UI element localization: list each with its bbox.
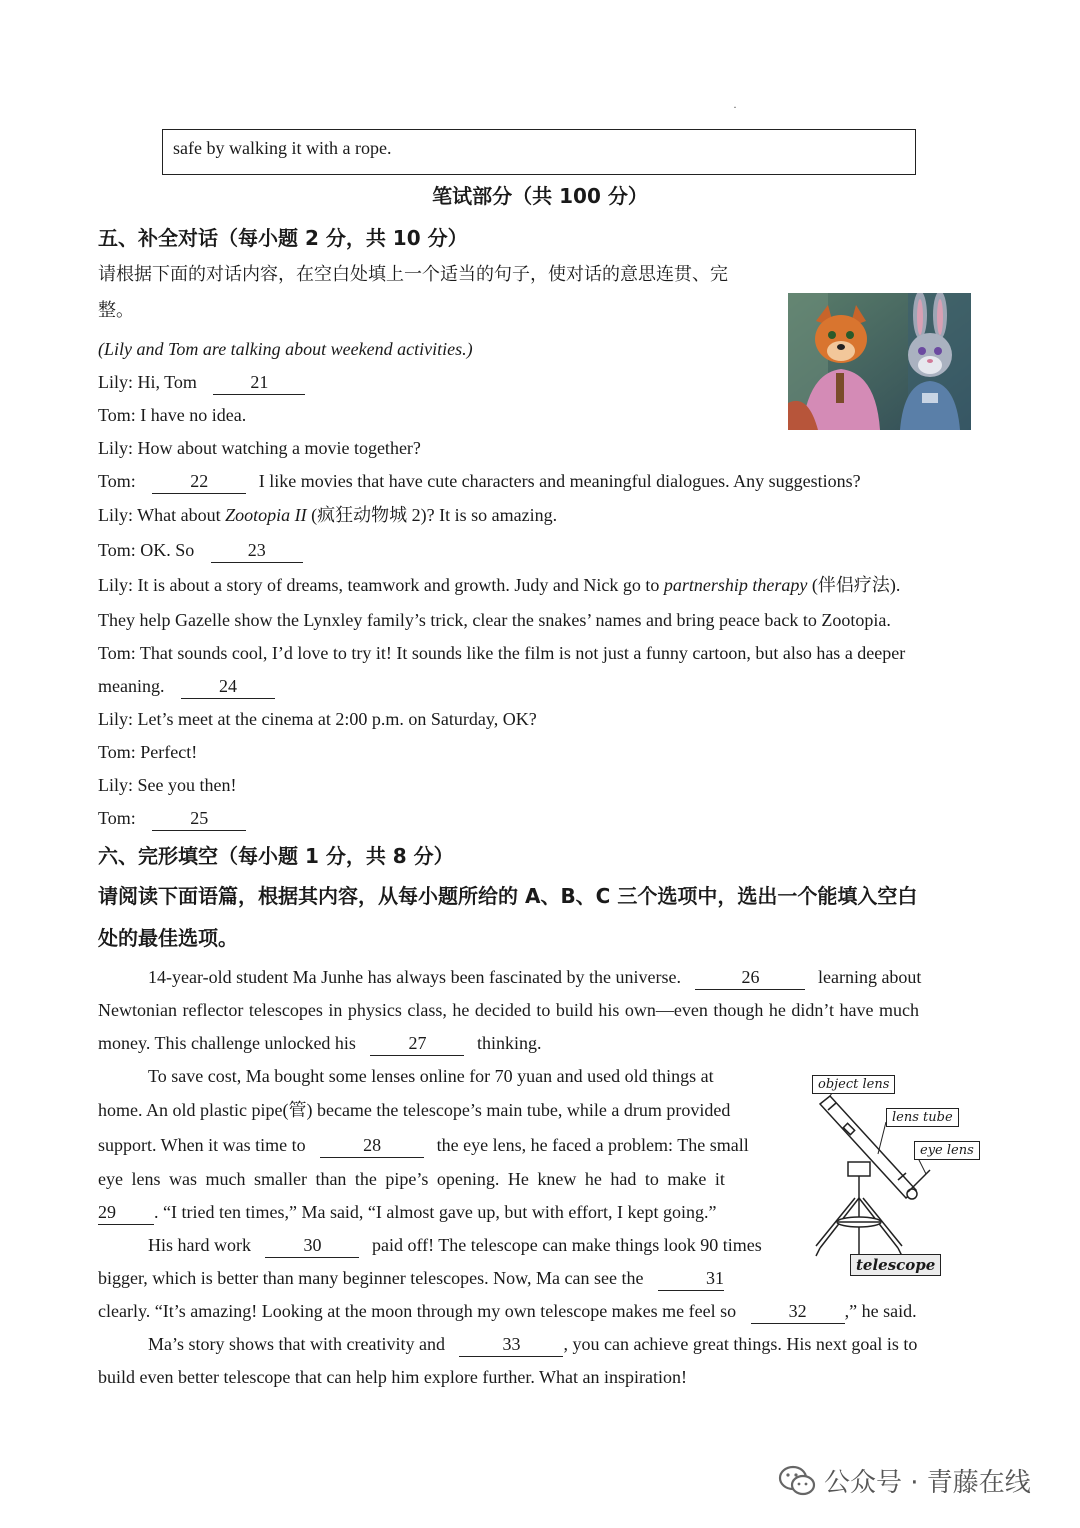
italic-term: partnership therapy: [663, 575, 808, 595]
passage-text: money. This challenge unlocked his: [98, 1033, 356, 1053]
answer-blank-29[interactable]: 29: [98, 1200, 154, 1225]
answer-blank-30[interactable]: 30: [265, 1233, 359, 1258]
dialogue-line: [98, 573, 900, 597]
section5-title: 五、补全对话（每小题 2 分，共 10 分）: [98, 226, 468, 250]
dialogue-text: I like movies that have cute characters and meaningful dialogues. Any suggestions?: [258, 471, 861, 491]
dialogue-line: Lily: How about watching a movie together?: [98, 438, 421, 458]
label-telescope: telescope: [850, 1254, 941, 1276]
dialogue-line: They help Gazelle show the Lynxley family’s trick, clear the snakes’ names and bring peace back to Zootopia.: [98, 610, 891, 630]
answer-blank-21[interactable]: 21: [213, 370, 305, 395]
dialogue-line-25: [98, 806, 246, 831]
passage-text: , you can achieve great things. His next goal is to: [563, 1334, 918, 1354]
top-mark: ·: [733, 100, 737, 114]
cloze-line: [98, 1133, 749, 1158]
passage-text: the eye lens, he faced a problem: The small: [436, 1135, 749, 1155]
answer-blank-23[interactable]: 23: [211, 538, 303, 563]
movie-title: Zootopia II: [225, 505, 307, 525]
section6-instruction-2: 处的最佳选项。: [98, 926, 238, 950]
dialogue-line-21: [98, 370, 305, 395]
label-eye-lens: eye lens: [914, 1141, 980, 1160]
dialogue-line: Lily: Let’s meet at the cinema at 2:00 p.m. on Saturday, OK?: [98, 709, 537, 729]
answer-blank-24[interactable]: 24: [181, 674, 275, 699]
written-part-title: 笔试部分（共 100 分）: [432, 184, 648, 208]
answer-blank-31[interactable]: 31: [658, 1266, 724, 1291]
section6-instruction-1: 请阅读下面语篇，根据其内容，从每小题所给的 A、B、C 三个选项中，选出一个能填入空白: [98, 884, 918, 908]
carry-over-text: safe by walking it with a rope.: [173, 138, 392, 158]
dialogue-text: Tom:: [98, 471, 136, 491]
cloze-line: [98, 1299, 917, 1324]
passage-text: clearly. “It’s amazing! Looking at the moon through my own telescope makes me feel so: [98, 1301, 737, 1321]
answer-blank-33[interactable]: 33: [459, 1332, 563, 1357]
dialogue-text: (疯狂动物城 2)? It is so amazing.: [306, 505, 558, 525]
dialogue-line-22: [98, 469, 861, 494]
answer-blank-27[interactable]: 27: [370, 1031, 464, 1056]
passage-text: ,” he said.: [844, 1301, 917, 1321]
answer-blank-28[interactable]: 28: [320, 1133, 424, 1158]
answer-blank-25[interactable]: 25: [152, 806, 246, 831]
zootopia-illustration: [788, 293, 971, 430]
dialogue-line: Lily: See you then!: [98, 775, 237, 795]
dialogue-text: (伴侣疗法).: [807, 575, 901, 595]
dialogue-text: Lily: It is about a story of dreams, teamwork and growth. Judy and Nick go to: [98, 575, 664, 595]
dialogue-line: Tom: I have no idea.: [98, 405, 247, 425]
passage-text: . “I tried ten times,” Ma said, “I almost gave up, but with effort, I kept going.”: [154, 1202, 717, 1222]
section5-instruction-1: 请根据下面的对话内容，在空白处填上一个适当的句子，使对话的意思连贯、完: [98, 264, 728, 285]
dialogue-line-24: [98, 674, 275, 699]
dialogue-text: Tom:: [98, 808, 136, 828]
passage-text: 14-year-old student Ma Junhe has always been fascinated by the universe.: [148, 967, 681, 987]
dialogue-text: Tom: OK. So: [98, 540, 195, 560]
answer-blank-26[interactable]: 26: [695, 965, 805, 990]
passage-text: His hard work: [148, 1235, 251, 1255]
passage-text: support. When it was time to: [98, 1135, 306, 1155]
wechat-icon: [778, 1465, 816, 1497]
dialogue-text: meaning.: [98, 676, 165, 696]
cloze-line: [148, 1332, 917, 1357]
cloze-line: [98, 1266, 724, 1291]
dialogue-text: Lily: Hi, Tom: [98, 372, 197, 392]
dialogue-line: Tom: Perfect!: [98, 742, 198, 762]
passage-text: paid off! The telescope can make things look 90 times: [371, 1235, 762, 1255]
label-lens-tube: lens tube: [886, 1108, 959, 1127]
cloze-line: Newtonian reflector telescopes in physics class, he decided to build his own—even though he didn’t have much: [98, 1000, 919, 1020]
cartoon-characters-image: [788, 293, 971, 430]
answer-blank-22[interactable]: 22: [152, 469, 246, 494]
dialogue-line: Tom: That sounds cool, I’d love to try it! It sounds like the film is not just a funny cartoon, but also has a deeper: [98, 643, 906, 663]
cloze-line: home. An old plastic pipe(管) became the telescope’s main tube, while a drum provided: [98, 1100, 731, 1120]
passage-text: Ma’s story shows that with creativity and: [148, 1334, 445, 1354]
cloze-line: [148, 1233, 762, 1258]
cloze-line: build even better telescope that can help him explore further. What an inspiration!: [98, 1367, 687, 1387]
telescope-diagram: [808, 1070, 993, 1285]
wechat-watermark: [778, 1462, 1031, 1499]
label-object-lens: object lens: [812, 1075, 895, 1094]
cloze-line: [98, 1031, 541, 1056]
telescope-drawing: [808, 1070, 993, 1285]
dialogue-text: Lily: What about: [98, 505, 226, 525]
answer-blank-32[interactable]: 32: [751, 1299, 845, 1324]
watermark-text: 公众号 · 青藤在线: [824, 1468, 1031, 1498]
carry-over-box: [162, 129, 916, 175]
cloze-line: eye lens was much smaller than the pipe’s opening. He knew he had to make it: [98, 1169, 725, 1189]
section6-title: 六、完形填空（每小题 1 分，共 8 分）: [98, 844, 454, 868]
cloze-line: [98, 1200, 717, 1225]
dialogue-line: [98, 503, 557, 527]
passage-text: thinking.: [476, 1033, 542, 1053]
dialogue-line-23: [98, 538, 303, 563]
passage-text: bigger, which is better than many beginner telescopes. Now, Ma can see the: [98, 1268, 644, 1288]
cloze-line: To save cost, Ma bought some lenses online for 70 yuan and used old things at: [148, 1066, 714, 1086]
passage-text: learning about: [817, 967, 922, 987]
cloze-line: [148, 965, 921, 990]
dialogue-context: (Lily and Tom are talking about weekend activities.): [98, 339, 473, 359]
section5-instruction-2: 整。: [98, 300, 134, 321]
